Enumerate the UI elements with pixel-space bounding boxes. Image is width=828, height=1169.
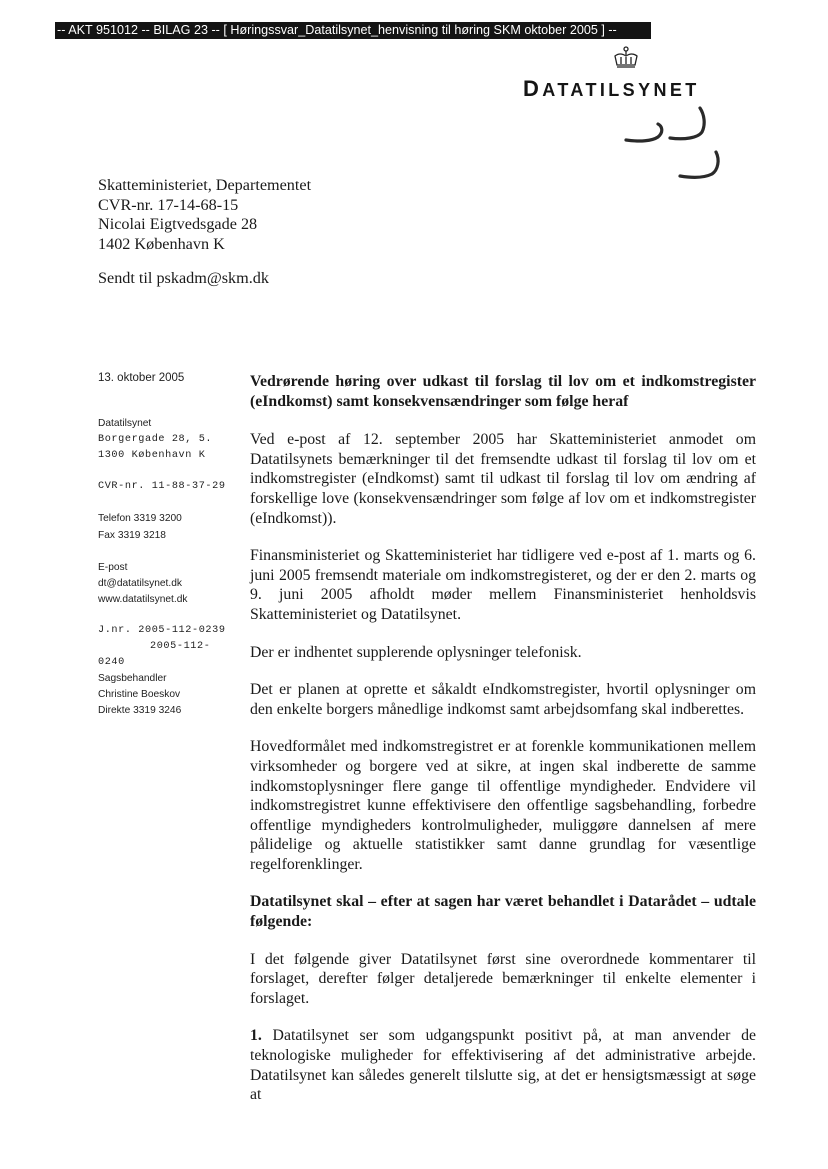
- sender-street: Borgergade 28, 5.: [98, 434, 213, 445]
- paragraph: Det er planen at oprette et såkaldt eIndkomstregister, hvortil oplysninger om den enkelte borgers månedlige indkomst samt arbejdsomfang skal indberettes.: [250, 681, 756, 718]
- sender-phone: Telefon 3319 3200: [98, 513, 182, 524]
- paragraph-emphasis: Datatilsynet skal – efter at sagen har været behandlet i Datarådet – udtale følgende:: [250, 893, 756, 931]
- journal-number-2: 2005-112-: [150, 641, 211, 652]
- paragraph: Hovedformålet med indkomstregistret er at forenkle kommunikationen mellem virksomheder og borgere ved at sikre, at ingen skal indberette de samme indkomstoplysninger flere gange til offentlige myndigheder. Endvidere vil indkomstregistret kunne effektivisere den offentlige sagsbehandling, forbedre offentlige myndigheders kontrolmuligheder, muliggøre dannelsen af mere pålidelige og aktuelle statistikker samt danne grundlag for væsentlige regelforenklinger.: [250, 738, 756, 873]
- recipient-line: Nicolai Eigtvedsgade 28: [98, 215, 258, 234]
- recipient-line: 1402 København K: [98, 234, 225, 253]
- handler-name: Christine Boeskov: [98, 689, 181, 700]
- paragraph-text: Datatilsynet ser som udgangspunkt positivt på, at man anvender de teknologiske muligheder for effektivisering af det administrative arbejde. Datatilsynet kan således generelt tilslutte sig, at det er hensigtsmæssigt at søge at: [250, 1027, 756, 1104]
- journal-number: J.nr. 2005-112-0239: [98, 625, 226, 636]
- journal-number-3: 0240: [98, 657, 125, 668]
- paragraph: Finansministeriet og Skatteministeriet har tidligere ved e-post af 1. marts og 6. juni 2005 fremsendt materiale om indkomstregisteret, og der er den 2. marts og 9. juni 2005 afholdt møder mellem Finansministeriet henholdsvis Skatteministeriet og Datatilsynet.: [250, 547, 756, 623]
- sender-email: dt@datatilsynet.dk: [98, 578, 182, 589]
- recipient-line: CVR-nr. 17-14-68-15: [98, 195, 239, 214]
- document-banner: -- AKT 951012 -- BILAG 23 -- [ Høringssvar_Datatilsynet_henvisning til høring SKM oktober 2005 ] --: [55, 22, 651, 39]
- sender-fax: Fax 3319 3218: [98, 530, 166, 541]
- paragraph: Der er indhentet supplerende oplysninger telefonisk.: [250, 643, 582, 661]
- crown-icon: [612, 46, 640, 72]
- email-label: E-post: [98, 562, 128, 573]
- sender-city: 1300 København K: [98, 450, 206, 461]
- paragraph-number: 1.: [250, 1027, 262, 1045]
- brand-wordmark: DATATILSYNET: [523, 76, 700, 101]
- sender-website: www.datatilsynet.dk: [98, 594, 188, 605]
- handler-label: Sagsbehandler: [98, 673, 167, 684]
- letter-title: Vedrørende høring over udkast til forslag til lov om et indkomstregister (eIndkomst) samt konsekvensændringer som følge heraf: [250, 373, 756, 410]
- recipient-address: [98, 176, 311, 254]
- numbered-paragraph: [250, 1026, 756, 1104]
- handler-direct: Direkte 3319 3246: [98, 705, 182, 716]
- letter-date: 13. oktober 2005: [98, 372, 185, 384]
- sender-cvr: CVR-nr. 11-88-37-29: [98, 481, 226, 492]
- paragraph: Ved e-post af 12. september 2005 har Skatteministeriet anmodet om Datatilsynets bemærkninger til det fremsendte udkast til forslag til lov om et indkomstregister (eIndkomst) samt til udkast til forslag til lov om ændring af forskellige love (konsekvensændringer som følge af lov om et indkomstregister (eIndkomst)).: [250, 431, 756, 527]
- sent-to-line: Sendt til pskadm@skm.dk: [98, 269, 269, 287]
- paragraph: I det følgende giver Datatilsynet først sine overordnede kommentarer til forslaget, derefter følger detaljerede bemærkninger til enkelte elementer i forslaget.: [250, 950, 756, 1007]
- recipient-line: Skatteministeriet, Departementet: [98, 176, 312, 194]
- sender-name: Datatilsynet: [98, 418, 152, 429]
- letter-body: [250, 372, 756, 1105]
- signature: [618, 104, 730, 186]
